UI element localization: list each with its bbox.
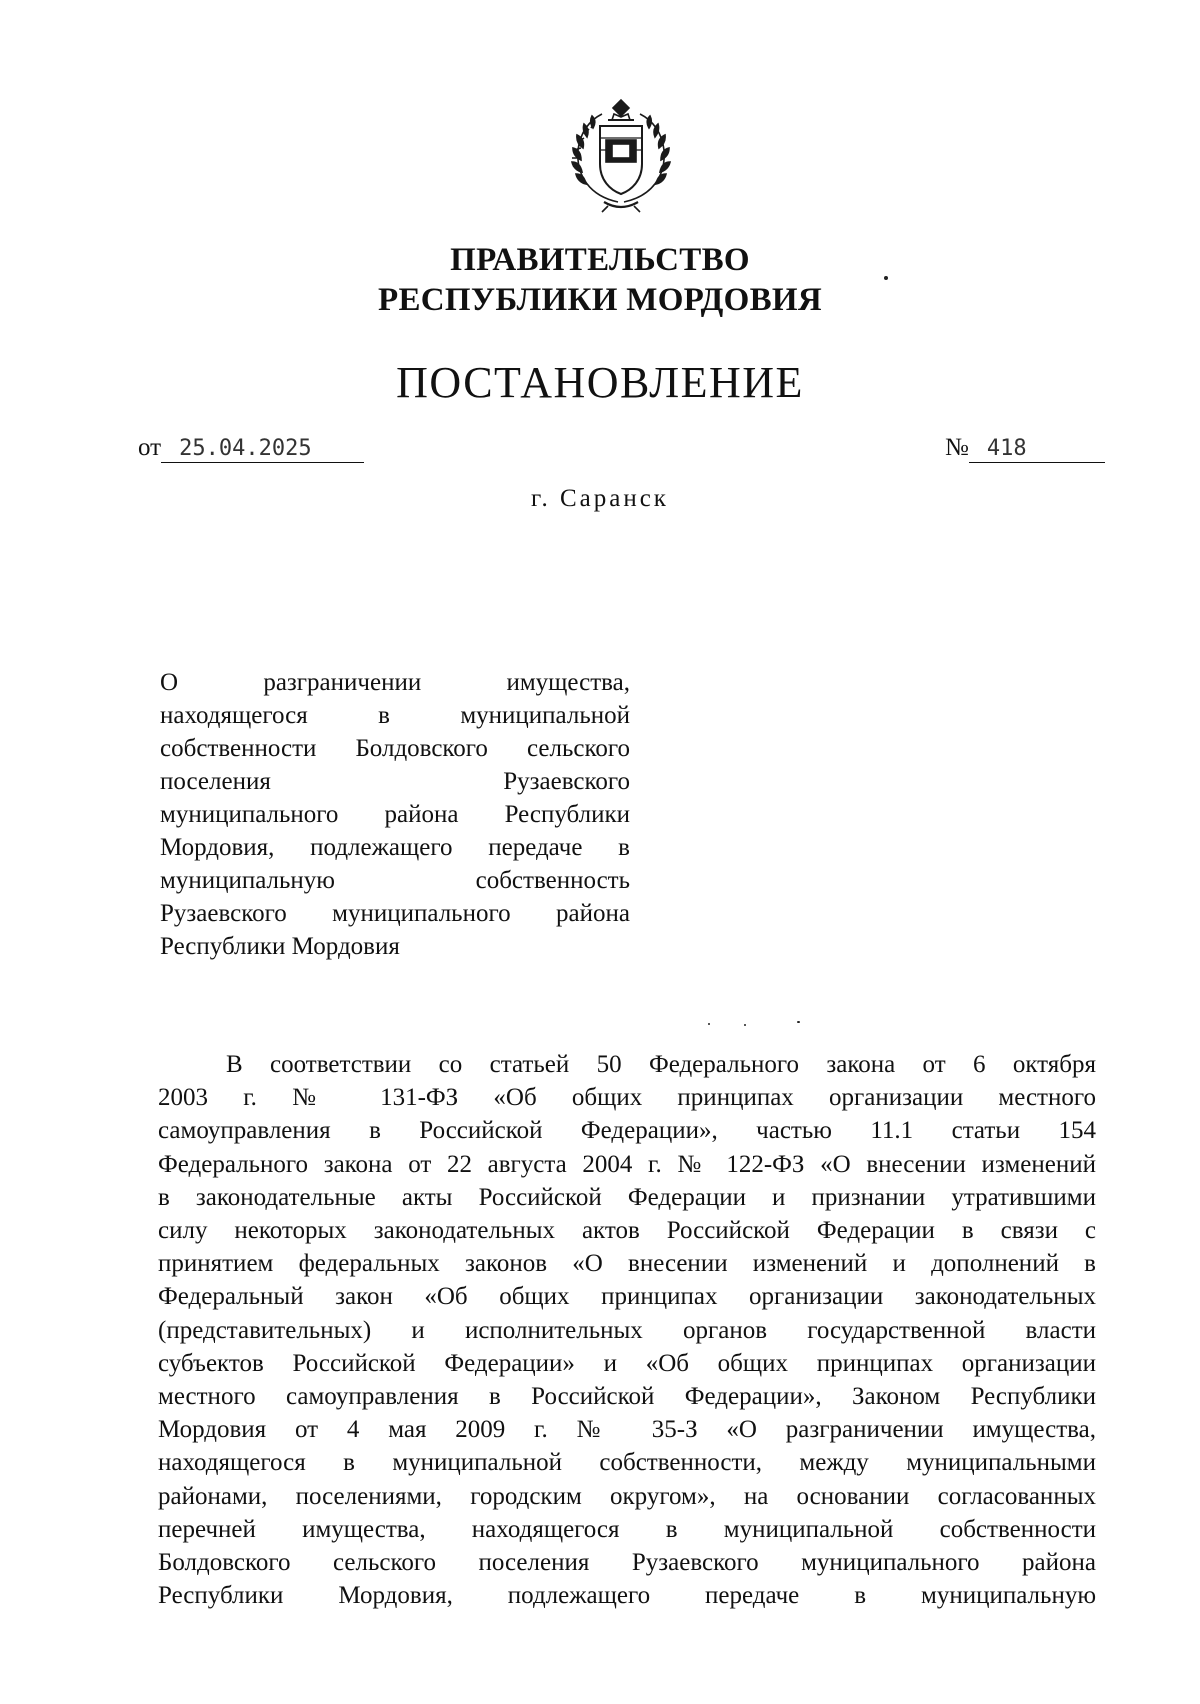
body-line: Болдовского сельского поселения Рузаевского муниципального района — [158, 1549, 1096, 1577]
scan-speck — [744, 1024, 746, 1026]
subject-line: поселения Рузаевского — [160, 768, 630, 795]
subject-line: Рузаевского муниципального района — [160, 900, 630, 927]
subject-line: муниципальную собственность — [160, 867, 630, 894]
body-paragraph — [158, 1048, 1096, 1612]
body-line: самоуправления в Российской Федерации», частью 11.1 статьи 154 — [158, 1117, 1096, 1145]
organization-title — [0, 240, 1200, 320]
date-field — [138, 433, 364, 463]
number-value: 418 — [969, 436, 1105, 463]
date-prefix: от — [138, 434, 162, 461]
body-line: Республики Мордовия, подлежащего передаче в муниципальную — [158, 1582, 1096, 1610]
body-line: находящегося в муниципальной собственности, между муниципальными — [158, 1449, 1096, 1477]
body-line: 2003 г. № 131-ФЗ «Об общих принципах организации местного — [158, 1084, 1096, 1112]
body-line: местного самоуправления в Российской Федерации», Законом Республики — [158, 1383, 1096, 1411]
subject-line: О разграничении имущества, — [160, 669, 630, 696]
subject-line: собственности Болдовского сельского — [160, 735, 630, 762]
body-line: перечней имущества, находящегося в муниципальной собственности — [158, 1515, 1096, 1543]
subject-block — [160, 666, 630, 963]
scan-speck — [708, 1023, 710, 1025]
body-line: районами, поселениями, городским округом», на основании согласованных — [158, 1482, 1096, 1510]
subject-line: Республики Мордовия — [160, 933, 400, 960]
date-value: 25.04.2025 — [161, 436, 364, 463]
subject-line: Мордовия, подлежащего передаче в — [160, 834, 630, 861]
body-line: субъектов Российской Федерации» и «Об общих принципах организации — [158, 1349, 1096, 1377]
body-line: В соответствии со статьей 50 Федерального закона от 6 октября — [226, 1051, 1096, 1078]
scan-speck — [884, 276, 888, 280]
coat-of-arms-icon — [568, 98, 674, 214]
body-line: (представительных) и исполнительных органов государственной власти — [158, 1316, 1096, 1344]
city-line: г. Саранск — [531, 485, 669, 512]
body-line: в законодательные акты Российской Федерации и признании утратившими — [158, 1183, 1096, 1211]
number-prefix: № — [945, 434, 969, 461]
subject-line: находящегося в муниципальной — [160, 702, 630, 729]
body-line: принятием федеральных законов «О внесении изменений и дополнений в — [158, 1250, 1096, 1278]
org-title-line-2: РЕСПУБЛИКИ МОРДОВИЯ — [377, 282, 822, 318]
body-line: Мордовия от 4 мая 2009 г. № 35-З «О разграничении имущества, — [158, 1416, 1096, 1444]
number-field — [945, 433, 1105, 463]
org-title-line-1: ПРАВИТЕЛЬСТВО — [450, 242, 750, 278]
body-line: Федеральный закон «Об общих принципах организации законодательных — [158, 1283, 1096, 1311]
body-line: Федерального закона от 22 августа 2004 г. № 122-ФЗ «О внесении изменений — [158, 1150, 1096, 1178]
scan-speck — [797, 1021, 800, 1023]
subject-line: муниципального района Республики — [160, 801, 630, 828]
document-type-heading: ПОСТАНОВЛЕНИЕ — [396, 358, 804, 407]
body-line: силу некоторых законодательных актов Российской Федерации в связи с — [158, 1217, 1096, 1245]
